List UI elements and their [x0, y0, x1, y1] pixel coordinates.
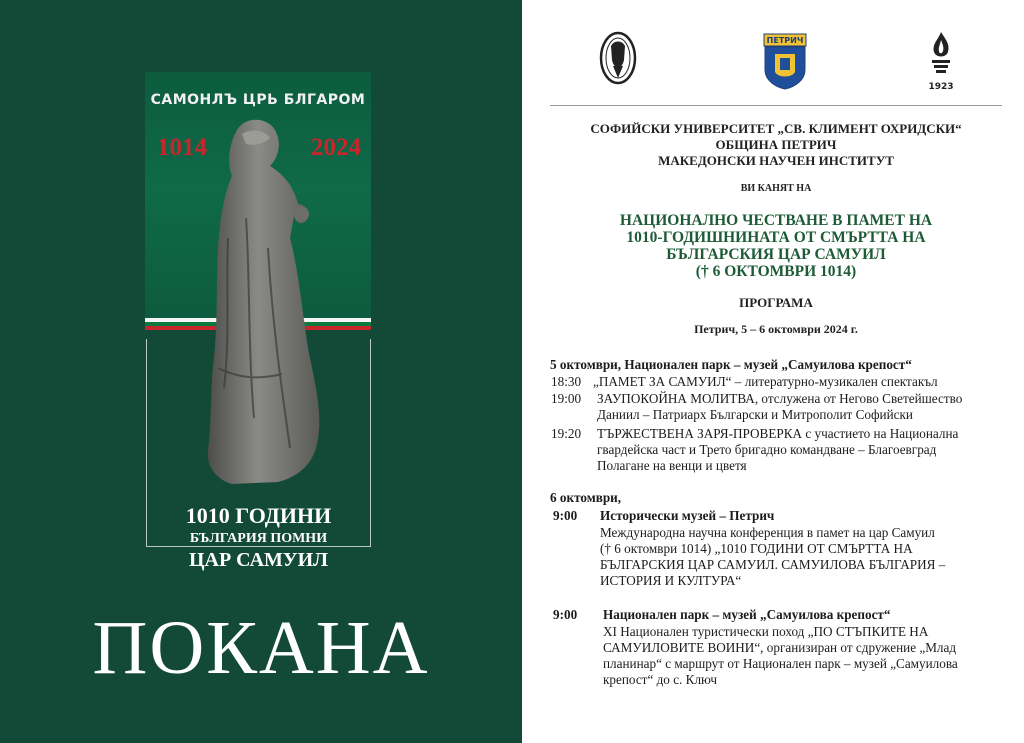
cover-tsar: ЦАР САМУИЛ — [188, 549, 329, 571]
event-time: 9:00 — [553, 607, 578, 622]
header-divider — [550, 105, 1002, 106]
event-description: XI Национален туристически поход „ПО СТЪПКИТЕ НА — [603, 624, 929, 639]
event-description: гвардейска част и Трето бригадно командване – Благоевград — [597, 442, 937, 457]
event-description: ТЪРЖЕСТВЕНА ЗАРЯ-ПРОВЕРКА с участието на Национална — [597, 426, 959, 441]
event-description: Международна научна конференция в памет на цар Самуил — [600, 525, 935, 540]
university-logo-icon — [598, 30, 638, 88]
event-place: Национален парк – музей „Самуилова крепост“ — [603, 607, 891, 622]
event-title-line: 1010-ГОДИШНИНАТА ОТ СМЪРТТА НА — [626, 229, 926, 246]
event-time: 9:00 — [553, 508, 578, 523]
program-heading: ПРОГРАМА — [739, 295, 813, 310]
event-description: ИСТОРИЯ И КУЛТУРА“ — [600, 573, 742, 588]
invitation-title: ПОКАНА — [92, 606, 430, 690]
organizer-institute: МАКЕДОНСКИ НАУЧЕН ИНСТИТУТ — [658, 153, 894, 168]
institute-torch-logo-icon — [926, 30, 956, 94]
event-description: САМУИЛОВИТЕ ВОИНИ“, организиран от сдружение „Млад — [603, 640, 957, 655]
event-description: крепост“ до с. Ключ — [603, 672, 718, 687]
cover-year-end: 2024 — [311, 134, 361, 161]
event-title-line: БЪЛГАРСКИЯ ЦАР САМУИЛ — [666, 246, 886, 263]
petrich-coat-of-arms-icon — [762, 32, 808, 90]
cover-year-start: 1014 — [157, 134, 207, 161]
event-description: († 6 октомври 1014) „1010 ГОДИНИ ОТ СМЪРТТА НА — [600, 541, 913, 556]
place-and-date: Петрич, 5 – 6 октомври 2024 г. — [694, 322, 858, 336]
cover-remembers: БЪЛГАРИЯ ПОМНИ — [189, 531, 328, 546]
event-description: „ПАМЕТ ЗА САМУИЛ“ – литературно-музикален спектакъл — [593, 374, 938, 389]
event-description: Полагане на венци и цветя — [597, 458, 747, 473]
event-description: планинар“ с маршрут от Национален парк – музей „Самуилова — [603, 656, 958, 671]
cover-years: 1010 ГОДИНИ — [185, 503, 332, 528]
cover-header: САМОНЛЪ ЦРЬ БЛГАРОМ — [150, 92, 366, 108]
event-description: ЗАУПОКОЙНА МОЛИТВА, отслужена от Негово Светейшество — [597, 391, 963, 406]
invites-line: ВИ КАНЯТ НА — [740, 183, 812, 194]
event-title-line: НАЦИОНАЛНО ЧЕСТВАНЕ В ПАМЕТ НА — [619, 212, 933, 229]
organizer-university: СОФИЙСКИ УНИВЕРСИТЕТ „СВ. КЛИМЕНТ ОХРИДСКИ“ — [590, 121, 962, 136]
event-title-date: († 6 ОКТОМВРИ 1014) — [695, 263, 857, 280]
institute-logo-year: 1923 — [928, 82, 954, 92]
event-place: Исторически музей – Петрич — [600, 508, 775, 523]
day1-heading: 5 октомври, Национален парк – музей „Самуилова крепост“ — [550, 357, 912, 372]
event-time: 19:00 — [551, 391, 582, 406]
event-time: 18:30 — [551, 374, 582, 389]
organizer-municipality: ОБЩИНА ПЕТРИЧ — [715, 137, 837, 152]
samuil-monument-statue — [198, 118, 338, 490]
event-time: 19:20 — [551, 426, 582, 441]
petrich-logo-label: ПЕТРИЧ — [766, 36, 804, 45]
event-description: Даниил – Патриарх Български и Митрополит Софийски — [597, 407, 913, 422]
event-description: БЪЛГАРСКИЯ ЦАР САМУИЛ. САМУИЛОВА БЪЛГАРИЯ – — [600, 557, 946, 572]
day2-heading: 6 октомври, — [550, 490, 622, 505]
